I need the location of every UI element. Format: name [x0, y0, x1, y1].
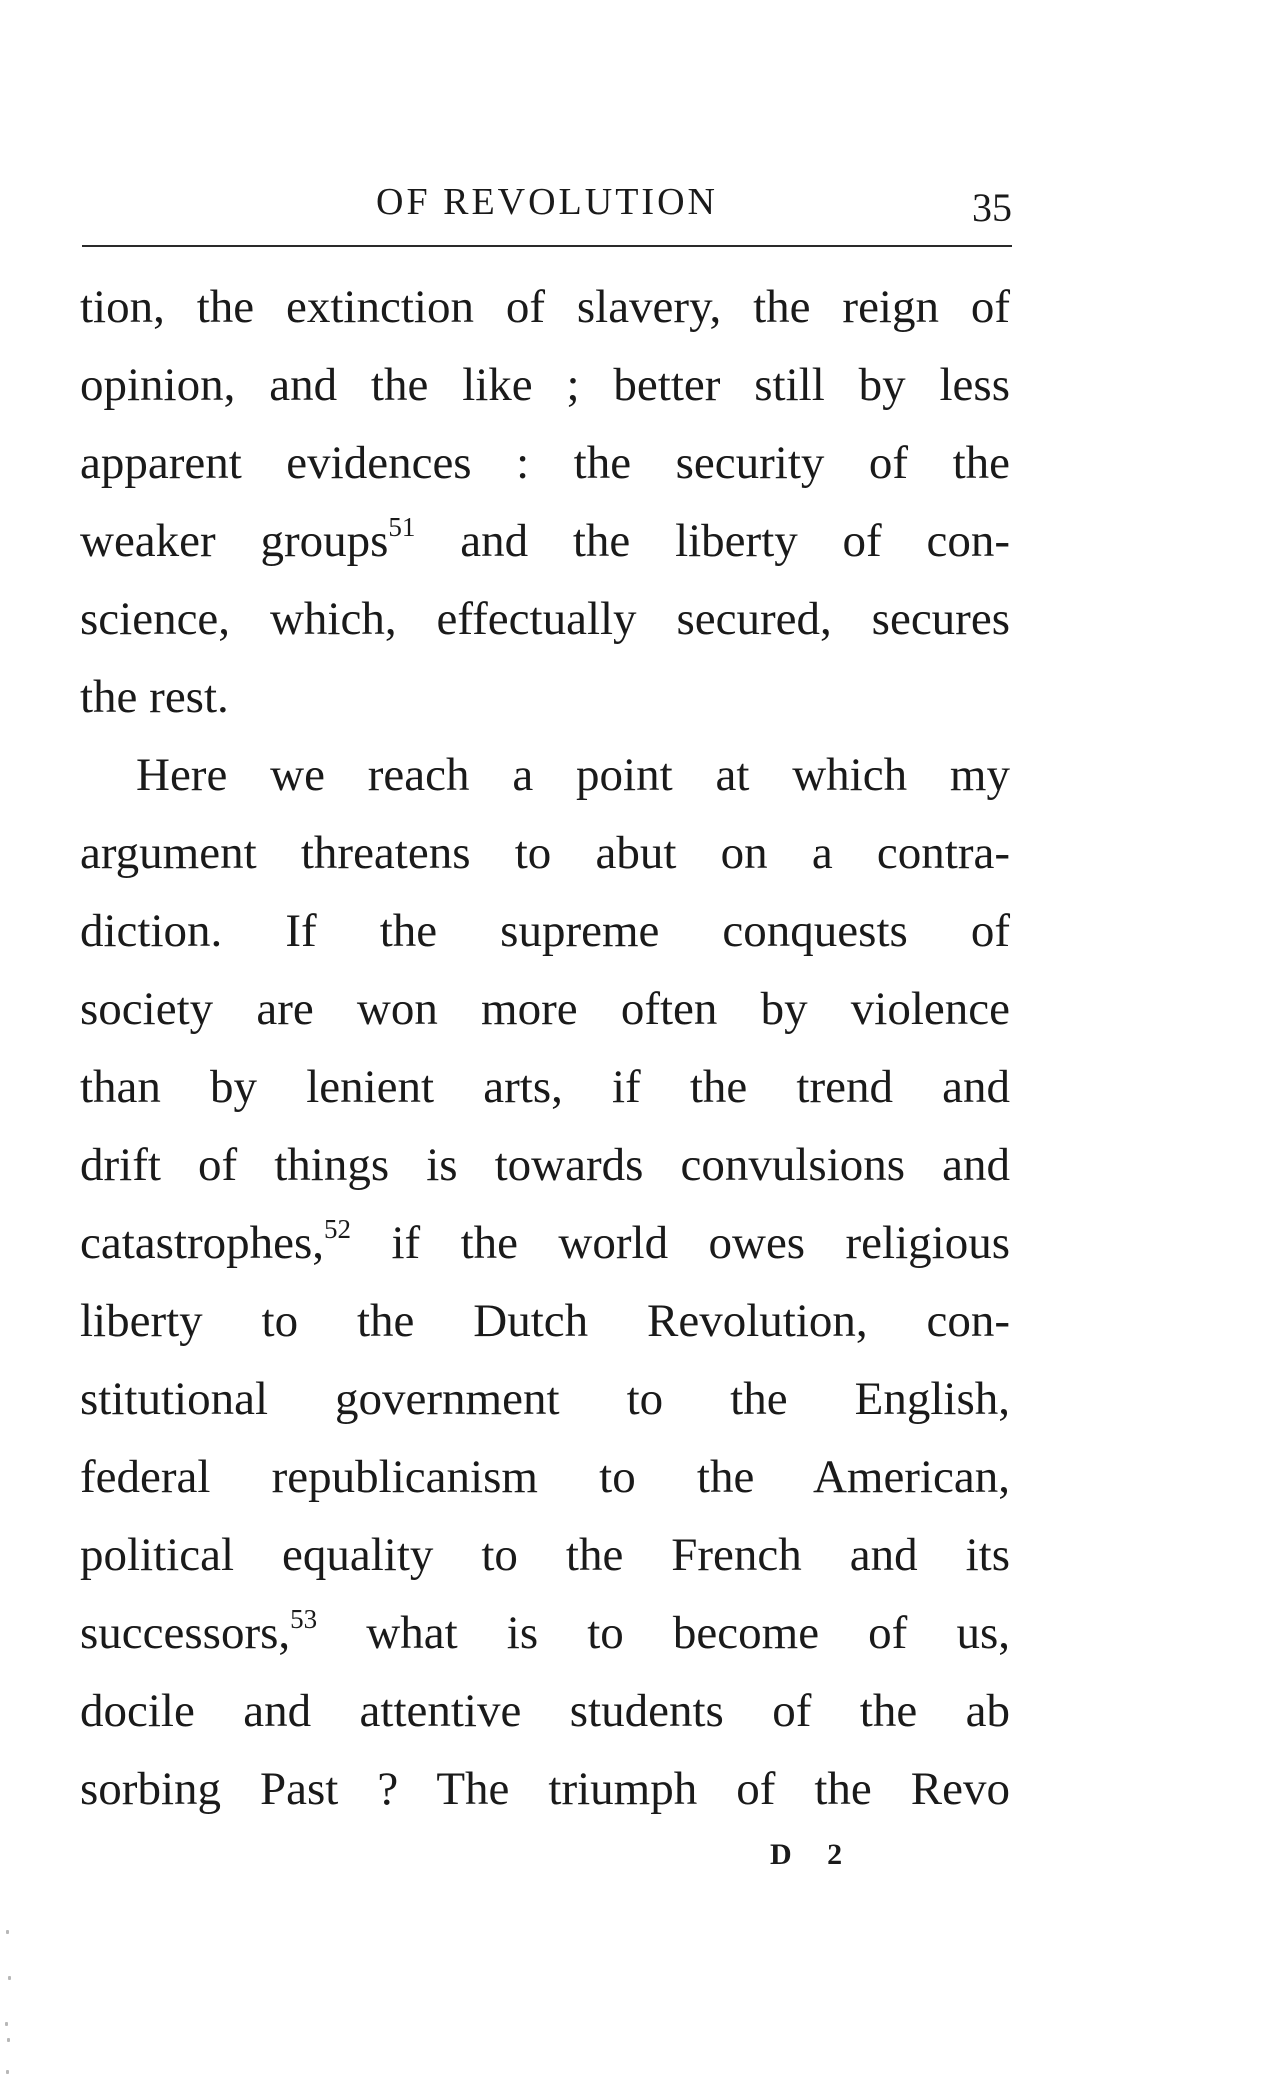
signature-mark: D 2	[770, 1838, 857, 1871]
page-number: 35	[972, 185, 1012, 230]
text-line: science, which, effectually secured, secures	[80, 593, 1010, 645]
body-text	[80, 268, 1010, 1828]
text-line: drift of things is towards convulsions and	[80, 1139, 1010, 1191]
running-title: OF REVOLUTION	[376, 181, 718, 223]
text-line: opinion, and the like ; better still by less	[80, 359, 1010, 411]
text-fragment: weaker groups	[80, 515, 389, 567]
footnote-ref: 51	[388, 512, 416, 542]
footnote-ref: 52	[324, 1214, 352, 1244]
running-head	[82, 180, 1012, 230]
text-fragment: what is to become of us,	[317, 1607, 1010, 1659]
text-line	[80, 1594, 1010, 1672]
text-line: Here we reach a point at which my	[136, 749, 1010, 801]
text-line: apparent evidences : the security of the	[80, 437, 1010, 489]
text-line: the rest.	[80, 671, 229, 723]
text-line: federal republicanism to the American,	[80, 1451, 1010, 1503]
scan-speck	[6, 1930, 9, 1934]
header-rule	[82, 245, 1012, 247]
scan-speck	[7, 2038, 10, 2042]
text-fragment: if the world owes religious	[351, 1217, 1010, 1269]
text-line: than by lenient arts, if the trend and	[80, 1061, 1010, 1113]
scan-speck	[8, 1976, 11, 1980]
text-line: political equality to the French and its	[80, 1529, 1010, 1581]
text-line: stitutional government to the English,	[80, 1373, 1010, 1425]
footnote-ref: 53	[290, 1604, 318, 1634]
text-line: diction. If the supreme conquests of	[80, 905, 1010, 957]
text-line: sorbing Past ? The triumph of the Revo	[80, 1763, 1010, 1815]
scan-speck	[5, 2022, 8, 2026]
text-line: argument threatens to abut on a contra-	[80, 827, 1010, 879]
text-line	[80, 1204, 1010, 1282]
text-line: docile and attentive students of the ab	[80, 1685, 1010, 1737]
text-line: liberty to the Dutch Revolution, con-	[80, 1295, 1010, 1347]
scan-speck	[6, 2070, 9, 2074]
text-fragment: and the liberty of con-	[415, 515, 1010, 567]
text-fragment: catastrophes,	[80, 1217, 325, 1269]
text-line: society are won more often by violence	[80, 983, 1010, 1035]
text-line: tion, the extinction of slavery, the reign of	[80, 281, 1010, 333]
text-line	[80, 502, 1010, 580]
text-fragment: successors,	[80, 1607, 291, 1659]
scan-specks	[4, 1930, 16, 2090]
